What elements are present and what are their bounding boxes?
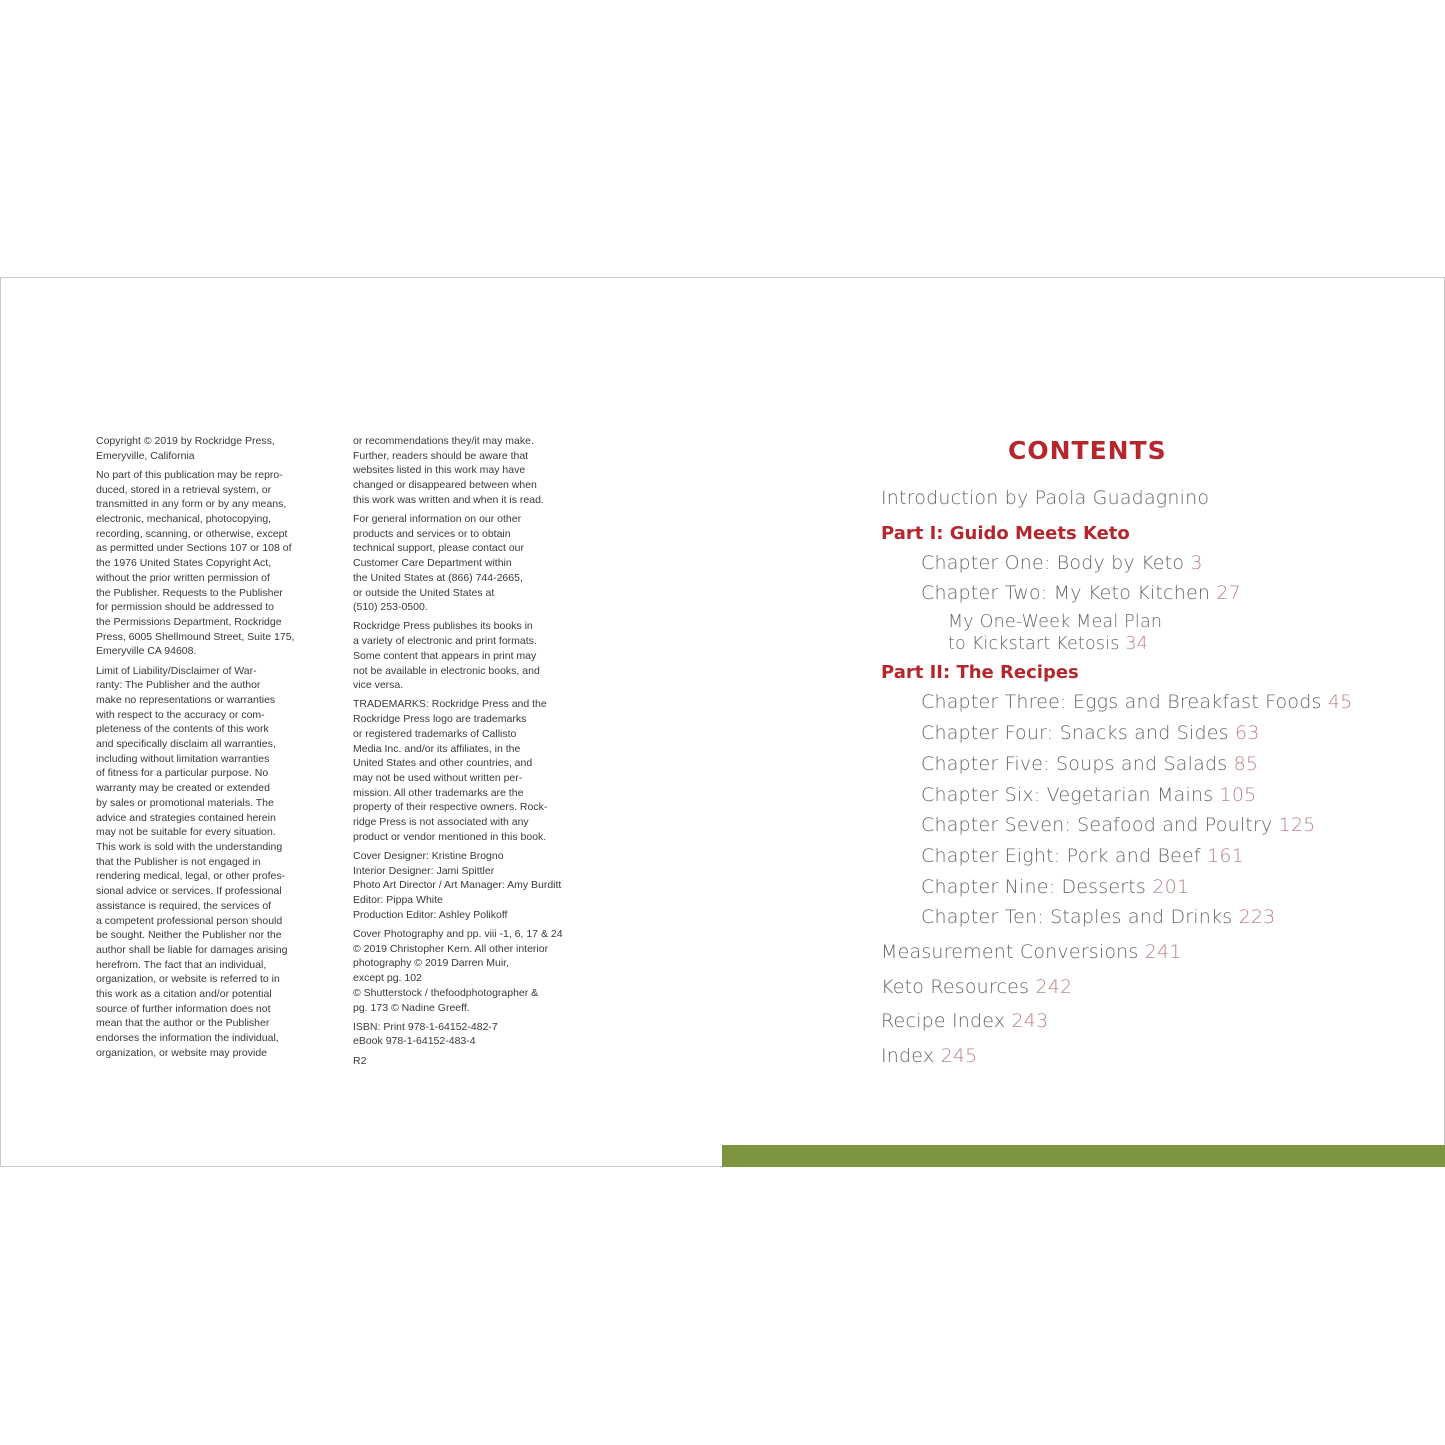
toc-entry-chapter-3 xyxy=(921,691,1352,713)
copyright-paragraph: Cover Designer: Kristine Brogno Interior Designer: Jami Spittler Photo Art Director / Art Manager: Amy Burditt Editor: Pippa White Production Editor: Ashley Polikoff xyxy=(353,849,562,921)
toc-entry-label: Chapter Ten: Staples and Drinks xyxy=(921,906,1233,928)
copyright-paragraph: TRADEMARKS: Rockridge Press and the Rockridge Press logo are trademarks or registered trademarks of Callisto Media Inc. and/or its affiliates, in the United States and other countries, and may not be used without written per- mission. All other trademarks are the property of their respective owners. Rock- ridge Press is not associated with any product or vendor mentioned in this book. xyxy=(353,698,548,843)
toc-entry-label: Introduction by Paola Guadagnino xyxy=(881,487,1210,509)
toc-entry-chapter-10 xyxy=(921,906,1275,928)
toc-entry-label: Recipe Index xyxy=(881,1010,1006,1032)
toc-page-number: 34 xyxy=(1125,634,1149,654)
toc-entry-keto-resources xyxy=(881,976,1072,998)
toc-entry-label: Chapter Two: My Keto Kitchen xyxy=(921,582,1211,604)
toc-entry-label: Chapter Four: Snacks and Sides xyxy=(921,722,1229,744)
toc-page-number: 45 xyxy=(1327,691,1353,713)
toc-entry-chapter-1 xyxy=(921,552,1203,574)
copyright-paragraph: For general information on our other products and services or to obtain technical support, please contact our Customer Care Department within the United States at (866) 744-2665, or outside the United States at (510) 253-0500. xyxy=(353,513,525,614)
toc-page-number: 161 xyxy=(1207,845,1244,867)
toc-entry-meal-plan-line-1 xyxy=(948,612,1162,632)
toc-entry-chapter-5 xyxy=(921,753,1258,775)
copyright-paragraph: Limit of Liability/Disclaimer of War- ranty: The Publisher and the author make no representations or warranties with respect to the accuracy or com- pleteness of the contents of this work and specifically disclaim all warranties, including without limitation warranties of fitness for a particular purpose. No warranty may be created or extended by sales or promotional materials. The advice and strategies contained herein may not be suitable for every situation. This work is sold with the understanding that the Publisher is not engaged in rendering medical, legal, or other profes- sional advice or services. If professional assistance is required, the services of a competent professional person should be sought. Neither the Publisher nor the author shall be liable for damages arising herefrom. The fact that an individual, organization, or website is referred to in this work as a citation and/or potential source of further information does not mean that the author or the Publisher endorses the information the individual, organization, or website may provide xyxy=(96,664,288,1059)
copyright-column-1 xyxy=(96,434,318,1065)
copyright-paragraph: ISBN: Print 978-1-64152-482-7 eBook 978-1-64152-483-4 xyxy=(353,1020,498,1048)
toc-entry-label: Chapter Five: Soups and Salads xyxy=(921,753,1228,775)
toc-page-number: 3 xyxy=(1190,552,1203,574)
toc-entry-label: My One-Week Meal Plan xyxy=(948,612,1163,632)
copyright-paragraph: Cover Photography and pp. viii -1, 6, 17 & 24 © 2019 Christopher Kern. All other interior photography © 2019 Darren Muir, except pg. 102 © Shutterstock / thefoodphotographer & pg. 173 © Nadine Greeff. xyxy=(353,928,563,1014)
toc-entry-label: Chapter Three: Eggs and Breakfast Foods xyxy=(921,691,1322,713)
copyright-column-2 xyxy=(353,434,583,1073)
toc-page-number: 27 xyxy=(1216,582,1241,604)
toc-entry-chapter-8 xyxy=(921,845,1244,867)
toc-part-1: Part I: Guido Meets Keto xyxy=(881,523,1130,544)
copyright-paragraph: No part of this publication may be repro- duced, stored in a retrieval system, or transmitted in any form or by any means, electronic, mechanical, photocopying, recording, scanning, or otherwise, except as permitted under Sections 107 or 108 of the 1976 United States Copyright Act, without the prior written permission of the Publisher. Requests to the Publisher for permission should be addressed to the Permissions Department, Rockridge Press, 6005 Shellmound Street, Suite 175, Emeryville CA 94608. xyxy=(96,468,295,658)
toc-entry-chapter-4 xyxy=(921,722,1260,744)
toc-page-number: 242 xyxy=(1035,976,1073,998)
toc-page-number: 105 xyxy=(1219,784,1257,806)
toc-page-number: 201 xyxy=(1152,876,1190,898)
toc-entry-meal-plan-line-2 xyxy=(948,634,1148,654)
toc-entry-label: Keto Resources xyxy=(881,976,1030,998)
toc-page-number: 243 xyxy=(1011,1010,1049,1032)
toc-entry-label: Chapter Eight: Pork and Beef xyxy=(921,845,1201,867)
toc-entry-label: Chapter Seven: Seafood and Poultry xyxy=(921,814,1273,836)
toc-page-number: 85 xyxy=(1233,753,1259,775)
toc-entry-measurement-conversions xyxy=(881,941,1182,963)
copyright-paragraph: or recommendations they/it may make. Further, readers should be aware that websites listed in this work may have changed or disappeared between when this work was written and when it is read. xyxy=(353,435,544,506)
toc-page-number: 125 xyxy=(1278,814,1316,836)
green-footer-bar xyxy=(722,1145,1445,1167)
toc-entry-introduction xyxy=(881,487,1209,509)
toc-page-number: 241 xyxy=(1144,941,1182,963)
copyright-paragraph: Rockridge Press publishes its books in a variety of electronic and print formats. Some content that appears in print may not be available in electronic books, and vice versa. xyxy=(353,620,540,692)
toc-entry-label: Chapter One: Body by Keto xyxy=(921,552,1185,574)
toc-entry-label: Index xyxy=(881,1045,935,1067)
toc-page-number: 245 xyxy=(940,1045,978,1067)
copyright-paragraph: R2 xyxy=(353,1054,367,1067)
copyright-paragraph: Copyright © 2019 by Rockridge Press, Emeryville, California xyxy=(96,435,275,462)
toc-entry-chapter-9 xyxy=(921,876,1189,898)
toc-page-number: 223 xyxy=(1238,906,1276,928)
toc-entry-index xyxy=(881,1045,977,1067)
toc-page-number: 63 xyxy=(1235,722,1260,744)
contents-title: CONTENTS xyxy=(1008,436,1167,465)
toc-entry-label: to Kickstart Ketosis xyxy=(948,634,1120,654)
toc-entry-label: Chapter Nine: Desserts xyxy=(921,876,1147,898)
toc-entry-label: Measurement Conversions xyxy=(881,941,1139,963)
toc-entry-label: Chapter Six: Vegetarian Mains xyxy=(921,784,1214,806)
toc-entry-chapter-6 xyxy=(921,784,1256,806)
toc-entry-chapter-7 xyxy=(921,814,1316,836)
toc-entry-chapter-2 xyxy=(921,582,1241,604)
toc-part-2: Part II: The Recipes xyxy=(881,662,1079,683)
toc-entry-recipe-index xyxy=(881,1010,1048,1032)
